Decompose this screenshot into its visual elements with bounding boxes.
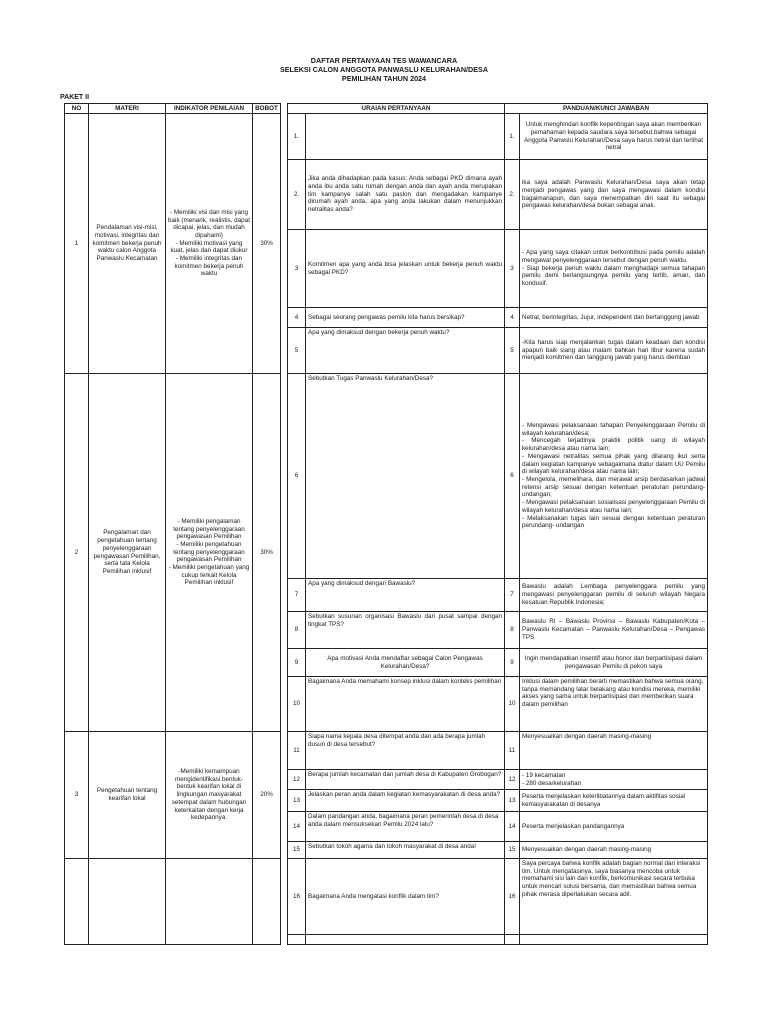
answer-no: 14 — [505, 812, 520, 842]
question-no: 15 — [288, 842, 306, 859]
question-no: 6 — [288, 374, 306, 579]
doc-title-line2: SELEKSI CALON ANGGOTA PANWASLU KELURAHAN/DESA — [279, 65, 489, 74]
section-materi: Pengetahuan tentang kearifan lokal — [89, 732, 166, 859]
answer-text: Bawaslu RI – Bawaslu Provinsi – Bawaslu Kabupaten/Kota – Panwaslu Kecamatan – Panwaslu Kelurahan/Desa – Pengawas TPS — [520, 612, 708, 649]
question-table — [64, 103, 708, 945]
answer-no: 8 — [505, 612, 520, 649]
question-text: Apa yang dimaksud dengan Bawaslu? — [306, 579, 505, 612]
table-header-row — [65, 104, 708, 114]
doc-title-line1: DAFTAR PERTANYAAN TES WAWANCARA — [310, 56, 458, 65]
section-no: 1 — [65, 114, 89, 374]
col-bobot: BOBOT — [253, 104, 281, 114]
col-no: NO — [65, 104, 89, 114]
answer-no: 5 — [505, 328, 520, 374]
question-text — [306, 114, 505, 160]
answer-no: 3 — [505, 230, 520, 308]
answer-text: Netral, berintegritas, Jujur, independent dan bertanggung jawab — [520, 308, 708, 328]
col-gap — [281, 104, 288, 114]
section-indikator: - Memiliki pengalaman tentang penyelenggaraan pengawasan Pemilihan - Memiliki pengetahuan tentang penyelenggaraan pengawasan Pemilihan - Memiliki pengetahuan yang cukup terkait Kelola Pemilihan inklusif — [166, 374, 253, 732]
col-uraian: URAIAN PERTANYAAN — [288, 104, 505, 114]
answer-no: 12 — [505, 770, 520, 790]
answer-text: Saya percaya bahwa konflik adalah bagian normal dari interaksi tim. Untuk mengatasinya, saya biasanya mencoba untuk memahami sisi lain dari konflik, berkomunikasi secara terbuka untuk mencari solusi bersama, dan memastikan bahwa semua pihak merasa diperlakukan secara adil. — [520, 859, 708, 935]
question-text: Sebagai seorang pengawas pemilu kita harus bersikap? — [306, 308, 505, 328]
question-no: 5 — [288, 328, 306, 374]
table-row — [65, 859, 708, 935]
answer-no: 13 — [505, 790, 520, 812]
question-no: 16 — [288, 859, 306, 935]
section-indikator: - Memiliki visi dan misi yang baik (menarik, realistis, dapat dicapai, jelas, dan mudah dipahami) - Memiliki motivasi yang kuat, jelas dan dapat diukur - Memiliki integritas dan komitmen bekerja penuh waktu — [166, 114, 253, 374]
answer-text: Peserta menjelaskan keterlibatannya dalam aktifitas sosial kemasyarakatan di desanya — [520, 790, 708, 812]
question-text: Sebutkan tokoh agama dan tokoh masyarakat di desa anda! — [306, 842, 505, 859]
question-no: 13 — [288, 790, 306, 812]
answer-no: 11 — [505, 732, 520, 770]
answer-no: 15 — [505, 842, 520, 859]
answer-text: Untuk menghindari konflik kepentingan saya akan memberikan pemahaman kepada saudara saya tersebut bahwa sebagai Anggota Panwslu Kelurahan/Desa saya harus netral dan terlihat netral — [520, 114, 708, 160]
question-no: 2. — [288, 160, 306, 230]
question-no: 4 — [288, 308, 306, 328]
answer-no: 9 — [505, 649, 520, 677]
answer-text: -Kita harus siap menjalankan tugas dalam keadaan dan kondisi apapun baik siang atau malam bahkan hari libur karena sudah menjadi komitmen dan tanggung jawab yang harus diemban — [520, 328, 708, 374]
section-bobot: 30% — [253, 374, 281, 732]
answer-text: ika saya adalah Panwaslu Kelurahan/Desa saya akan tetap menjadi pengawas yang dan saya mengawasi dalam kondisi bagaimanapun, dan saya menempatkan diri saat itu sebagai pengawas kelurahan/desa bukan sebagai anak. — [520, 160, 708, 230]
question-text: Jika anda dihadapkan pada kasus: Anda sebagai PKD dimana ayah anda ibu anda satu rumah dengan anda dan ayah anda merupakan tim kampanye salah satu paslon dan mengadakan kampanye dirumah ayah anda, apa yang anda lakukan dalam menunjukkan netralitas anda? — [306, 160, 505, 230]
section-materi: Pengalaman dan pengetahuan tentang penyelenggaraan pengawasan Pemilihan, serta tata Kelola Pemilihan inklusif — [89, 374, 166, 732]
question-no: 14 — [288, 812, 306, 842]
col-panduan: PANDUAN/KUNCI JAWABAN — [505, 104, 708, 114]
question-text: Jelaskan peran anda dalam kegiatan kemasyarakatan di desa anda? — [306, 790, 505, 812]
section-no: 3 — [65, 732, 89, 859]
question-no: 3 — [288, 230, 306, 308]
section-bobot: 30% — [253, 114, 281, 374]
question-no: 9 — [288, 649, 306, 677]
section-materi: Pendalaman visi-misi, motivasi, integritas dan komitmen bekerja penuh waktu calon Anggota Panwaslu Kecamatan — [89, 114, 166, 374]
question-no: 7 — [288, 579, 306, 612]
table-row — [65, 732, 708, 770]
table-row — [65, 114, 708, 160]
answer-text: Peserta menjelaskan pandangannya — [520, 812, 708, 842]
answer-text: Menyesuaikan dengan daerah masing-masing — [520, 842, 708, 859]
answer-text: - 19 kecamatan - 280 desa/kelurahan — [520, 770, 708, 790]
answer-no: 10 — [505, 677, 520, 732]
question-no: 8 — [288, 612, 306, 649]
question-text: Apa yang dimaksud dengan bekerja penuh waktu? — [306, 328, 505, 374]
question-no: 11 — [288, 732, 306, 770]
question-text: Dalam pandangan anda, bagaimana peran pemerintah desa di desa anda dalam mensuksekan Pemilu 2024 lalu? — [306, 812, 505, 842]
question-text: Sebutkan Tugas Panwaslu Kelurahan/Desa? — [306, 374, 505, 579]
question-no: 10 — [288, 677, 306, 732]
section-indikator: -Memiliki kemampuan mengidentifikasi bentuk-bentuk kearifan lokal di lingkungan masyarakat setempat dalam hubungan keterkaitan dengan kerja kedepannya. — [166, 732, 253, 859]
col-indikator: INDIKATOR PENILAIAN — [166, 104, 253, 114]
section-bobot: 20% — [253, 732, 281, 859]
col-materi: MATERI — [89, 104, 166, 114]
doc-title-line3: PEMILIHAN TAHUN 2024 — [341, 74, 427, 83]
question-no: 12 — [288, 770, 306, 790]
question-text: Berapa jumlah kecamatan dan jumlah desa di Kabupaten Grobogan? — [306, 770, 505, 790]
question-text: Komitmen apa yang anda bisa jelaskan untuk bekerja penuh waktu sebagai PKD? — [306, 230, 505, 308]
question-text: Bagaimana Anda memahami konsep inklusi dalam konteks pemilihan — [306, 677, 505, 732]
answer-text: Inklusi dalam pemilihan berarti memastikan bahwa semua orang, tanpa memandang latar belakang atau kondisi mereka, memiliki akses yang sama untuk berpartisipasi dan memberikan suara dalam pemilihan — [520, 677, 708, 732]
answer-no: 2. — [505, 160, 520, 230]
answer-no: 6 — [505, 374, 520, 579]
question-no: 1. — [288, 114, 306, 160]
table-row — [65, 374, 708, 579]
answer-text: - Mengawasi pelaksanaan tahapan Penyelenggaraan Pemilu di wilayah kelurahan/desa; - Mencegah terjadinya praktik politik uang di wilayah kelurahan/desa atau nama lain; - Mengawasi netralitas semua pihak yang dilarang ikut serta dalam kegiatan kampanye sebagaimana diatur dalam UU Pemilu di wilayah kelurahan/desa atau nama lain; - Mengelola, memelihara, dan merawat arsip berdasarkan jadwal retensi arsip sesuai dengan ketentuan peraturan perundang-undangan; - Mengawasi pelaksanaan sosialisasi penyelenggaraan Pemilu di wilayah kelurahan/desa atau nama lain; - Melaksanakan tugas lain sesuai dengan ketentuan peraturan perundang- undangan — [520, 374, 708, 579]
answer-no: 16 — [505, 859, 520, 935]
answer-no: 1. — [505, 114, 520, 160]
answer-text: - Apa yang saya citakan untuk berkontribusi pada pemilu adalah mengawal penyelenggaraan tersebut dengan penuh waktu. - Siap bekerja penuh waktu dalam menghadapi semua tahapan pemilu demi berlangsungnya pemilu yang tertib, aman, dan kondusif. — [520, 230, 708, 308]
answer-no: 4 — [505, 308, 520, 328]
question-text: Sebutkan susunan organisasi Bawaslu dari pusat sampai dengan tingkat TPS? — [306, 612, 505, 649]
answer-no: 7 — [505, 579, 520, 612]
section-no: 2 — [65, 374, 89, 732]
question-text: Apa motivasi Anda mendaftar sebagai Calon Pengawas Kelurahan/Desa? — [306, 649, 505, 677]
answer-text: Ingin mendapatkan insentif atau honor dan berpartisipasi dalam pengawasan Pemilu di pekon saya — [520, 649, 708, 677]
paket-label: PAKET II — [60, 94, 90, 101]
answer-text: Bawaslu adalah Lembaga penyelenggara pemilu yang mengawasi penyelenggaran pemilu di seluruh wilayah Negara kesatuan Republik Indonesia; — [520, 579, 708, 612]
answer-text: Menyesuaikan dengan daerah masing-masing — [520, 732, 708, 770]
question-text: Siapa nama kepala desa ditempat anda dan ada berapa jumlah dusun di desa tersebut? — [306, 732, 505, 770]
question-text: Bagaimana Anda mengatasi konflik dalam tim? — [306, 859, 505, 935]
